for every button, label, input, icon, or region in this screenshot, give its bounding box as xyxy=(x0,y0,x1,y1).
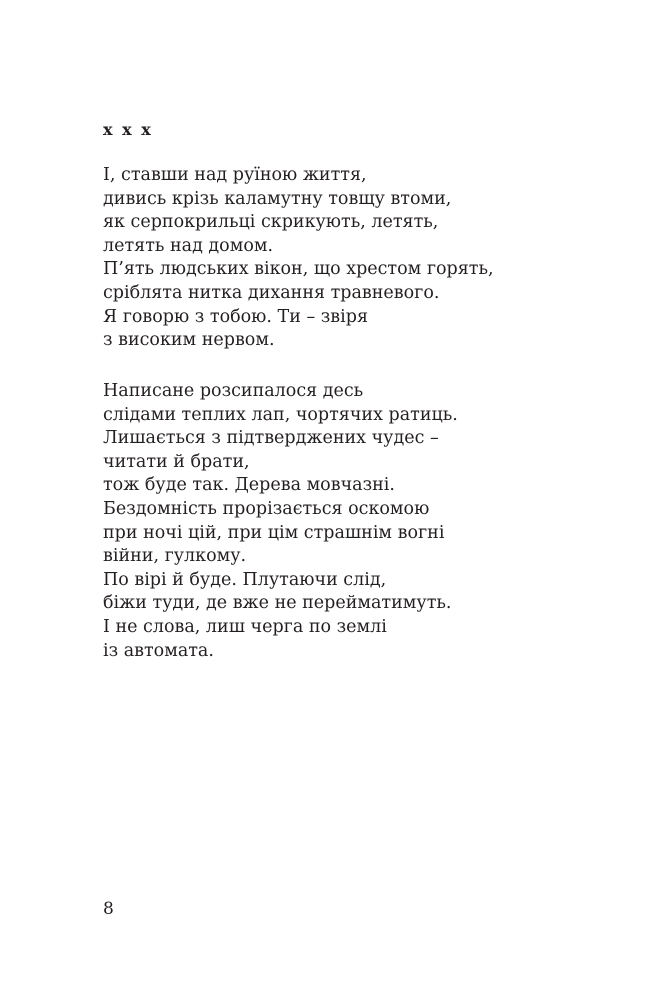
stanza-1 xyxy=(103,164,494,353)
poem-line: Лишається з підтверджених чудес – xyxy=(103,428,439,449)
poem-line: І не слова, лиш черга по землі xyxy=(103,616,387,637)
poem-line: По вірі й буде. Плутаючи слід, xyxy=(103,569,387,590)
poem-line: Бездомність прорізається оскомою xyxy=(103,498,430,519)
poem-line: війни, гулкому. xyxy=(103,546,247,567)
poem-title: x x x xyxy=(103,120,153,139)
page-number: 8 xyxy=(103,899,114,919)
poem-line: із автомата. xyxy=(103,640,214,661)
poem-line: як серпокрильці скрикують, летять, xyxy=(103,212,439,233)
poem-line: слідами теплих лап, чортячих ратиць. xyxy=(103,404,458,425)
poem-line: сріблята нитка дихання травневого. xyxy=(103,282,440,303)
poem-line: читати й брати, xyxy=(103,451,250,472)
poem-line: біжи туди, де вже не перейматимуть. xyxy=(103,593,452,614)
poem-line: І, ставши над руїною життя, xyxy=(103,165,367,185)
stanza-2 xyxy=(103,380,458,663)
poem-line: з високим нервом. xyxy=(103,330,275,351)
poem-line: Я говорю з тобою. Ти – звіря xyxy=(103,306,368,327)
poem-line: дивись крізь каламутну товщу втоми, xyxy=(103,188,452,209)
poem-line: Написане розсипалося десь xyxy=(103,381,364,401)
poem-line: при ночі цій, при цім страшнім вогні xyxy=(103,522,445,543)
poem-line: П’ять людських вікон, що хрестом горять, xyxy=(103,259,494,280)
poem-line: летять над домом. xyxy=(103,235,274,256)
poem-line: тож буде так. Дерева мовчазні. xyxy=(103,475,395,496)
